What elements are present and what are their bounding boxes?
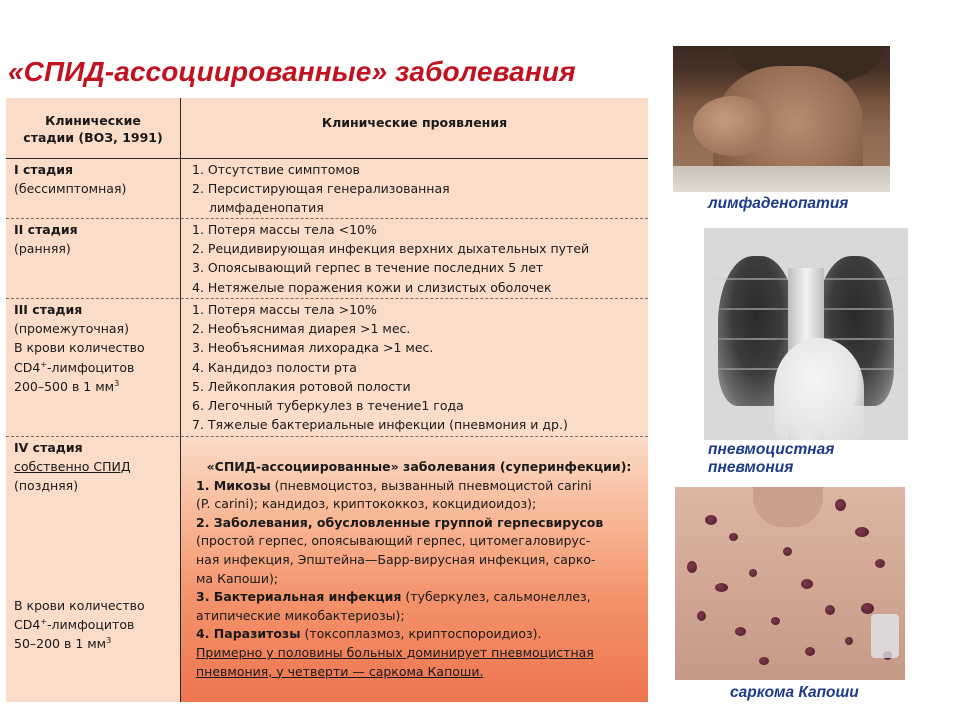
list-item: 7. Тяжелые бактериальные инфекции (пневмония и др.)	[192, 417, 568, 433]
list-item: 3. Опоясывающий герпес в течение последних 5 лет	[192, 260, 544, 276]
skin-lesion	[687, 561, 697, 573]
skin-lesion	[861, 603, 874, 614]
stage4-label: IV стадия собственно СПИД (поздняя)	[14, 440, 131, 494]
rib	[812, 278, 902, 280]
stage1-label: I стадия (бессимптомная)	[14, 162, 127, 197]
list-item: 1. Микозы (пневмоцистоз, вызванный пневмоцистой carini	[196, 477, 592, 493]
list-item: (P. carini); кандидоз, криптококкоз, кокцидиоидоз);	[196, 496, 537, 512]
cd4-line: CD4+-лимфоцитов	[14, 617, 135, 633]
list-item: 1. Потеря массы тела >10%	[192, 302, 377, 317]
skin-lesion	[845, 637, 853, 645]
list-item: 5. Лейкоплакия ротовой полости	[192, 378, 411, 394]
list-item: 1. Отсутствие симптомов	[192, 162, 360, 177]
list-item: 4. Кандидоз полости рта	[192, 359, 357, 375]
column-divider	[180, 98, 181, 702]
stages-table	[6, 98, 648, 702]
count-line: 200–500 в 1 $мм^3$	[14, 378, 120, 394]
header-stages: Клинические стадии (ВОЗ, 1991)	[23, 113, 163, 145]
count-line: 50–200 в 1 $мм^3$	[14, 636, 112, 652]
lymph-node-swelling	[693, 96, 773, 156]
shirt-collar	[673, 166, 890, 192]
heart-shadow	[774, 338, 864, 440]
list-item: 1. Потеря массы тела <10%	[192, 222, 377, 237]
skin-lesion	[771, 617, 780, 625]
list-item: 2. Рецидивирующая инфекция верхних дыхательных путей	[192, 241, 590, 257]
lymphadenopathy-photo	[673, 46, 890, 192]
slide-title: «СПИД-ассоциированные» заболевания	[8, 56, 576, 87]
stage3-manifestations	[192, 300, 642, 434]
list-item: 4. Паразитозы (токсоплазмоз, криптоспороидиоз).	[196, 626, 542, 642]
skin-lesion	[749, 569, 757, 577]
stage2-manifestations	[192, 220, 642, 297]
skin-lesion	[835, 499, 846, 511]
summary-line: пневмония, у четверти — саркома Капоши.	[196, 663, 484, 679]
pneumonia-caption: пневмоцистная пневмония	[708, 441, 835, 476]
stage4-manifestations	[196, 458, 642, 681]
row-divider	[6, 218, 648, 219]
kaposi-caption: саркома Капоши	[730, 684, 859, 701]
skin-lesion	[759, 657, 769, 665]
stage4-cd4: В крови количество CD4+-лимфоцитов 50–200 в 1 $мм^3$	[14, 596, 178, 654]
row-divider	[6, 436, 648, 437]
header-divider	[6, 158, 648, 159]
list-item: атипические микобактериозы);	[196, 607, 405, 623]
list-item: 2. Персистирующая генерализованная	[192, 181, 450, 197]
chest-xray-photo	[704, 228, 908, 440]
watermark-logo	[871, 614, 899, 658]
stage2-label: II стадия (ранняя)	[14, 222, 78, 257]
rib	[812, 308, 902, 310]
list-item: 4. Нетяжелые поражения кожи и слизистых оболочек	[192, 279, 552, 295]
header-manifestations: Клинические проявления	[321, 115, 508, 130]
list-item: 2. Необъяснимая диарея >1 мес.	[192, 321, 411, 337]
kaposi-sarcoma-photo	[675, 487, 905, 680]
summary-line: Примерно у половины больных доминирует пневмоцистная	[196, 644, 594, 660]
skin-lesion	[729, 533, 738, 541]
skin-lesion	[801, 579, 813, 589]
list-item: 3. Необъяснимая лихорадка >1 мес.	[192, 340, 434, 356]
skin-lesion	[825, 605, 835, 615]
stage4-heading: «СПИД-ассоциированные» заболевания (суперинфекции):	[206, 459, 632, 474]
skin-lesion	[705, 515, 717, 525]
skin-lesion	[735, 627, 746, 636]
skin-lesion	[715, 583, 728, 592]
stage1-manifestations	[192, 160, 642, 218]
cd4-line: CD4+-лимфоцитов	[14, 359, 135, 375]
skin-lesion	[805, 647, 815, 656]
list-item: 3. Бактериальная инфекция (туберкулез, сальмонеллез,	[196, 589, 591, 605]
skin-lesion	[855, 527, 869, 537]
list-item: 2. Заболевания, обусловленные группой герпесвирусов	[196, 514, 604, 530]
stage3-label: III стадия (промежуточная) В крови количество CD4+-лимфоцитов 200–500 в 1 $мм^3$	[14, 300, 178, 396]
neck-base	[753, 487, 823, 527]
list-item: ная инфекция, Эпштейна—Барр-вирусная инфекция, сарко-	[196, 551, 596, 567]
lymphadenopathy-caption: лимфаденопатия	[708, 195, 849, 212]
skin-lesion	[697, 611, 706, 621]
list-item: (простой герпес, опоясывающий герпес, цитомегаловирус-	[196, 533, 591, 549]
skin-lesion	[783, 547, 792, 556]
skin-lesion	[875, 559, 885, 568]
list-item: ма Капоши);	[196, 570, 279, 586]
list-item: лимфаденопатия	[209, 200, 324, 216]
list-item: 6. Легочный туберкулез в течение1 года	[192, 398, 464, 414]
row-divider	[6, 298, 648, 299]
